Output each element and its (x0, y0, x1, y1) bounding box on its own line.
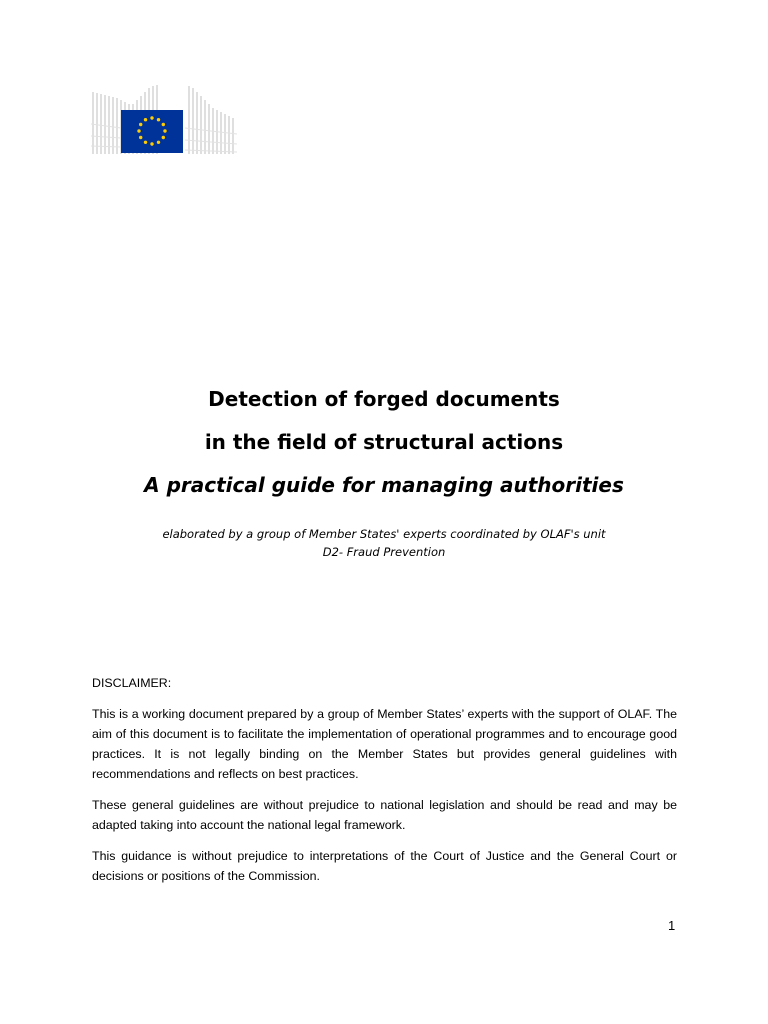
disclaimer-paragraph: This is a working document prepared by a group of Member States’ experts with the support of OLAF. The aim of this document is to facilitate the implementation of operational programmes and to encourage good practices. It is not legally binding on the Member States but provides general guidelines with recommendations and reflects on best practices. (92, 707, 677, 781)
document-subtitle-heading: A practical guide for managing authorities (144, 473, 624, 497)
european-commission-logo (91, 84, 237, 156)
eu-logo-graphic (91, 84, 237, 156)
title-block (60, 378, 708, 561)
authorship-note-line-1: elaborated by a group of Member States' experts coordinated by OLAF's unit (162, 527, 606, 541)
document-title-line-2: in the field of structural actions (204, 430, 564, 454)
disclaimer-heading: DISCLAIMER: (92, 676, 172, 690)
page-number: 1 (668, 918, 676, 933)
authorship-note-line-2: D2- Fraud Prevention (322, 545, 446, 559)
disclaimer-section (92, 673, 677, 897)
disclaimer-paragraph: These general guidelines are without prejudice to national legislation and should be read and may be adapted taking into account the national legal framework. (92, 798, 677, 832)
disclaimer-paragraph: This guidance is without prejudice to interpretations of the Court of Justice and the General Court or decisions or positions of the Commission. (92, 849, 677, 883)
document-title-line-1: Detection of forged documents (208, 387, 560, 411)
authorship-note (60, 525, 708, 561)
